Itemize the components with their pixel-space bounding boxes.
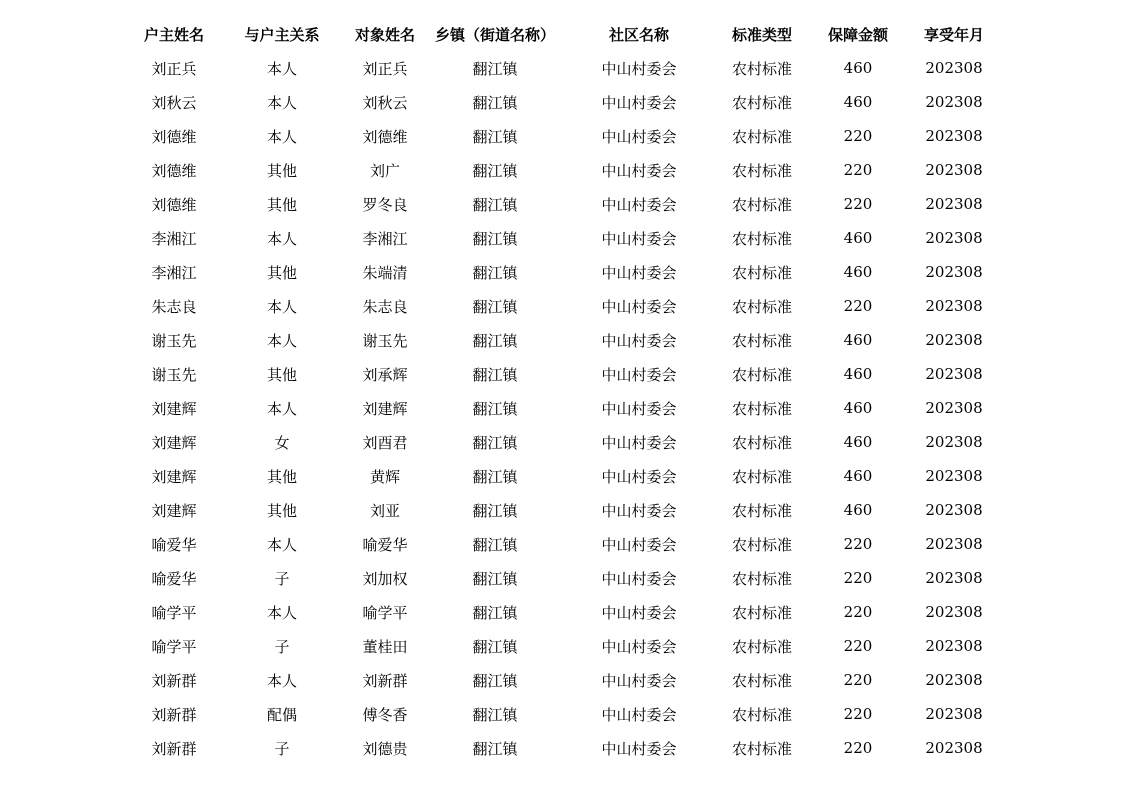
relationship-cell: 女 (274, 433, 290, 452)
recipient-name-cell: 朱端清 (362, 263, 408, 282)
standard-type-cell: 农村标准 (731, 195, 792, 214)
amount-cell: 220 (843, 195, 873, 213)
township-cell: 翻江镇 (472, 433, 518, 452)
amount-cell: 460 (843, 501, 873, 519)
amount-cell: 220 (843, 127, 873, 145)
standard-type-cell: 农村标准 (731, 331, 792, 350)
table-row (120, 731, 994, 765)
recipient-name-cell: 傅冬香 (362, 705, 408, 724)
community-cell: 中山村委会 (601, 739, 677, 758)
township-cell: 翻江镇 (472, 501, 518, 520)
relationship-cell: 其他 (266, 263, 297, 282)
community-cell: 中山村委会 (601, 263, 677, 282)
table-row (120, 629, 994, 663)
relationship-cell: 其他 (266, 501, 297, 520)
standard-type-cell: 农村标准 (731, 739, 792, 758)
recipient-name-cell: 刘广 (369, 161, 400, 180)
township-cell: 翻江镇 (472, 59, 518, 78)
township-cell: 翻江镇 (472, 603, 518, 622)
table-row (120, 459, 994, 493)
standard-type-cell: 农村标准 (731, 705, 792, 724)
community-cell: 中山村委会 (601, 59, 677, 78)
month-cell: 202308 (925, 535, 983, 553)
householder-name-cell: 喻学平 (151, 603, 197, 622)
householder-name-cell: 刘德维 (151, 127, 197, 146)
township-cell: 翻江镇 (472, 637, 518, 656)
standard-type-cell: 农村标准 (731, 501, 792, 520)
month-cell: 202308 (925, 467, 983, 485)
township-cell: 翻江镇 (472, 331, 518, 350)
header-community: 社区名称 (608, 25, 669, 44)
table-row (120, 255, 994, 289)
community-cell: 中山村委会 (601, 501, 677, 520)
month-cell: 202308 (925, 229, 983, 247)
recipient-name-cell: 刘正兵 (362, 59, 408, 78)
standard-type-cell: 农村标准 (731, 569, 792, 588)
table-row (120, 221, 994, 255)
month-cell: 202308 (925, 127, 983, 145)
recipient-name-cell: 刘新群 (362, 671, 408, 690)
amount-cell: 460 (843, 365, 873, 383)
standard-type-cell: 农村标准 (731, 161, 792, 180)
table-row (120, 51, 994, 85)
relationship-cell: 本人 (266, 297, 297, 316)
township-cell: 翻江镇 (472, 569, 518, 588)
table-row (120, 153, 994, 187)
township-cell: 翻江镇 (472, 127, 518, 146)
householder-name-cell: 喻爱华 (151, 569, 197, 588)
householder-name-cell: 刘建辉 (151, 467, 197, 486)
table-row (120, 425, 994, 459)
amount-cell: 220 (843, 297, 873, 315)
header-amount: 保障金额 (827, 25, 888, 44)
table-row (120, 493, 994, 527)
recipient-name-cell: 董桂田 (362, 637, 408, 656)
amount-cell: 220 (843, 671, 873, 689)
month-cell: 202308 (925, 59, 983, 77)
householder-name-cell: 刘建辉 (151, 399, 197, 418)
relationship-cell: 本人 (266, 399, 297, 418)
amount-cell: 220 (843, 705, 873, 723)
township-cell: 翻江镇 (472, 535, 518, 554)
recipient-name-cell: 谢玉先 (362, 331, 408, 350)
township-cell: 翻江镇 (472, 467, 518, 486)
householder-name-cell: 刘德维 (151, 161, 197, 180)
relationship-cell: 本人 (266, 535, 297, 554)
recipient-name-cell: 刘德贵 (362, 739, 408, 758)
community-cell: 中山村委会 (601, 195, 677, 214)
standard-type-cell: 农村标准 (731, 637, 792, 656)
township-cell: 翻江镇 (472, 297, 518, 316)
table-row (120, 357, 994, 391)
householder-name-cell: 刘新群 (151, 739, 197, 758)
table-row (120, 391, 994, 425)
month-cell: 202308 (925, 637, 983, 655)
amount-cell: 460 (843, 229, 873, 247)
standard-type-cell: 农村标准 (731, 603, 792, 622)
standard-type-cell: 农村标准 (731, 365, 792, 384)
month-cell: 202308 (925, 93, 983, 111)
township-cell: 翻江镇 (472, 263, 518, 282)
recipient-name-cell: 黄辉 (369, 467, 400, 486)
relationship-cell: 本人 (266, 127, 297, 146)
relationship-cell: 本人 (266, 93, 297, 112)
table-body (120, 51, 994, 765)
standard-type-cell: 农村标准 (731, 671, 792, 690)
township-cell: 翻江镇 (472, 705, 518, 724)
township-cell: 翻江镇 (472, 161, 518, 180)
township-cell: 翻江镇 (472, 229, 518, 248)
householder-name-cell: 刘正兵 (151, 59, 197, 78)
table-row (120, 527, 994, 561)
amount-cell: 220 (843, 535, 873, 553)
month-cell: 202308 (925, 739, 983, 757)
month-cell: 202308 (925, 433, 983, 451)
month-cell: 202308 (925, 331, 983, 349)
recipient-name-cell: 刘承辉 (362, 365, 408, 384)
recipient-name-cell: 喻学平 (362, 603, 408, 622)
table-row (120, 595, 994, 629)
householder-name-cell: 李湘江 (151, 263, 197, 282)
township-cell: 翻江镇 (472, 365, 518, 384)
recipient-name-cell: 刘加权 (362, 569, 408, 588)
relationship-cell: 其他 (266, 195, 297, 214)
community-cell: 中山村委会 (601, 297, 677, 316)
recipient-name-cell: 刘亚 (369, 501, 400, 520)
community-cell: 中山村委会 (601, 637, 677, 656)
standard-type-cell: 农村标准 (731, 535, 792, 554)
amount-cell: 220 (843, 739, 873, 757)
table-row (120, 697, 994, 731)
month-cell: 202308 (925, 603, 983, 621)
standard-type-cell: 农村标准 (731, 127, 792, 146)
relationship-cell: 本人 (266, 331, 297, 350)
community-cell: 中山村委会 (601, 705, 677, 724)
month-cell: 202308 (925, 705, 983, 723)
community-cell: 中山村委会 (601, 399, 677, 418)
householder-name-cell: 刘德维 (151, 195, 197, 214)
table-row (120, 663, 994, 697)
standard-type-cell: 农村标准 (731, 229, 792, 248)
month-cell: 202308 (925, 161, 983, 179)
relationship-cell: 其他 (266, 467, 297, 486)
relationship-cell: 配偶 (266, 705, 297, 724)
householder-name-cell: 喻爱华 (151, 535, 197, 554)
community-cell: 中山村委会 (601, 127, 677, 146)
householder-name-cell: 谢玉先 (151, 331, 197, 350)
amount-cell: 220 (843, 637, 873, 655)
header-householder-name: 户主姓名 (143, 25, 204, 44)
table-row (120, 119, 994, 153)
recipient-name-cell: 朱志良 (362, 297, 408, 316)
table-row (120, 289, 994, 323)
community-cell: 中山村委会 (601, 433, 677, 452)
amount-cell: 460 (843, 263, 873, 281)
recipient-name-cell: 刘建辉 (362, 399, 408, 418)
recipient-name-cell: 喻爱华 (362, 535, 408, 554)
amount-cell: 460 (843, 331, 873, 349)
amount-cell: 460 (843, 433, 873, 451)
householder-name-cell: 刘新群 (151, 671, 197, 690)
table-header-row (120, 17, 994, 51)
recipient-name-cell: 刘德维 (362, 127, 408, 146)
amount-cell: 220 (843, 161, 873, 179)
amount-cell: 460 (843, 467, 873, 485)
community-cell: 中山村委会 (601, 603, 677, 622)
householder-name-cell: 喻学平 (151, 637, 197, 656)
recipient-name-cell: 罗冬良 (362, 195, 408, 214)
relationship-cell: 子 (274, 569, 290, 588)
relationship-cell: 本人 (266, 229, 297, 248)
header-recipient-name: 对象姓名 (354, 25, 415, 44)
amount-cell: 460 (843, 59, 873, 77)
standard-type-cell: 农村标准 (731, 433, 792, 452)
month-cell: 202308 (925, 195, 983, 213)
township-cell: 翻江镇 (472, 671, 518, 690)
relationship-cell: 本人 (266, 603, 297, 622)
amount-cell: 220 (843, 569, 873, 587)
community-cell: 中山村委会 (601, 365, 677, 384)
month-cell: 202308 (925, 501, 983, 519)
township-cell: 翻江镇 (472, 195, 518, 214)
householder-name-cell: 刘建辉 (151, 433, 197, 452)
table-row (120, 187, 994, 221)
community-cell: 中山村委会 (601, 467, 677, 486)
relationship-cell: 子 (274, 637, 290, 656)
month-cell: 202308 (925, 263, 983, 281)
recipient-name-cell: 刘秋云 (362, 93, 408, 112)
standard-type-cell: 农村标准 (731, 93, 792, 112)
subsidy-table (120, 17, 994, 765)
relationship-cell: 子 (274, 739, 290, 758)
standard-type-cell: 农村标准 (731, 399, 792, 418)
amount-cell: 220 (843, 603, 873, 621)
householder-name-cell: 谢玉先 (151, 365, 197, 384)
relationship-cell: 其他 (266, 365, 297, 384)
community-cell: 中山村委会 (601, 671, 677, 690)
householder-name-cell: 刘秋云 (151, 93, 197, 112)
header-relationship: 与户主关系 (244, 25, 320, 44)
header-standard-type: 标准类型 (731, 25, 792, 44)
relationship-cell: 本人 (266, 671, 297, 690)
month-cell: 202308 (925, 365, 983, 383)
header-month: 享受年月 (923, 25, 984, 44)
standard-type-cell: 农村标准 (731, 467, 792, 486)
community-cell: 中山村委会 (601, 161, 677, 180)
header-township: 乡镇（街道名称） (434, 25, 555, 44)
relationship-cell: 本人 (266, 59, 297, 78)
township-cell: 翻江镇 (472, 739, 518, 758)
amount-cell: 460 (843, 93, 873, 111)
township-cell: 翻江镇 (472, 93, 518, 112)
table-row (120, 85, 994, 119)
relationship-cell: 其他 (266, 161, 297, 180)
householder-name-cell: 李湘江 (151, 229, 197, 248)
community-cell: 中山村委会 (601, 229, 677, 248)
community-cell: 中山村委会 (601, 331, 677, 350)
month-cell: 202308 (925, 671, 983, 689)
recipient-name-cell: 李湘江 (362, 229, 408, 248)
table-row (120, 323, 994, 357)
householder-name-cell: 朱志良 (151, 297, 197, 316)
amount-cell: 460 (843, 399, 873, 417)
month-cell: 202308 (925, 399, 983, 417)
community-cell: 中山村委会 (601, 535, 677, 554)
standard-type-cell: 农村标准 (731, 263, 792, 282)
month-cell: 202308 (925, 297, 983, 315)
standard-type-cell: 农村标准 (731, 59, 792, 78)
month-cell: 202308 (925, 569, 983, 587)
householder-name-cell: 刘新群 (151, 705, 197, 724)
community-cell: 中山村委会 (601, 569, 677, 588)
householder-name-cell: 刘建辉 (151, 501, 197, 520)
recipient-name-cell: 刘酉君 (362, 433, 408, 452)
community-cell: 中山村委会 (601, 93, 677, 112)
standard-type-cell: 农村标准 (731, 297, 792, 316)
table-row (120, 561, 994, 595)
township-cell: 翻江镇 (472, 399, 518, 418)
